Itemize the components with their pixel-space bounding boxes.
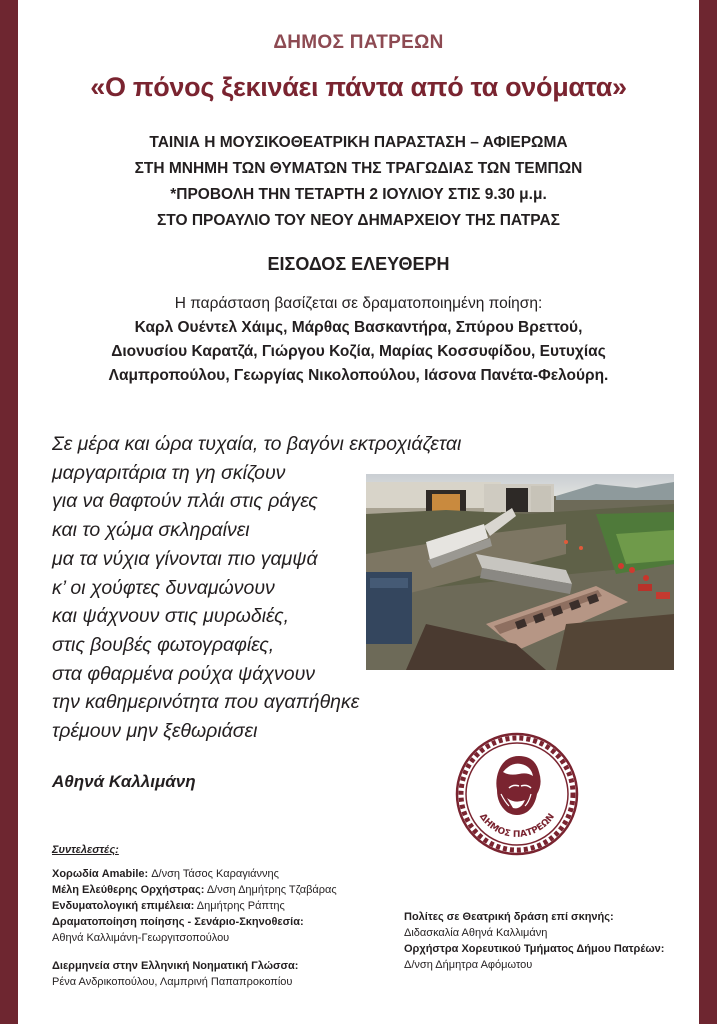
train-wreck-photo [366, 474, 674, 670]
event-line: *ΠΡΟΒΟΛΗ ΤΗΝ ΤΕΤΑΡΤΗ 2 ΙΟΥΛΙΟΥ ΣΤΙΣ 9.30 μ.μ. [170, 186, 547, 203]
poem-line: και ψάχνουν στις μυρωδιές, [52, 605, 289, 628]
credits-title: Συντελεστές: [52, 844, 119, 856]
poem-line: Σε μέρα και ώρα τυχαία, το βαγόνι εκτροχιάζεται [52, 433, 462, 455]
credit-role: Χορωδία Amabile: [52, 868, 149, 880]
credit-row [52, 866, 412, 882]
free-entry-notice: ΕΙΣΟΔΟΣ ΕΛΕΥΘΕΡΗ [267, 254, 450, 274]
credit-value: Δ/νση Τάσος Καραγιάννης [148, 868, 279, 880]
event-details [0, 130, 717, 234]
credit-role: Ενδυματολογική επιμέλεια: [52, 900, 195, 912]
sign-language-names: Ρένα Ανδρικοπούλου, Λαμπρινή Παπαπροκοπίου [52, 976, 293, 988]
event-line: ΣΤΟ ΠΡΟΑΥΛΙΟ ΤΟΥ ΝΕΟΥ ΔΗΜΑΡΧΕΙΟΥ ΤΗΣ ΠΑΤΡΑΣ [157, 212, 560, 229]
credit-row [52, 898, 412, 914]
direction-names: Αθηνά Καλλιμάνη-Γεωργιτσοπούλου [52, 932, 230, 944]
poem-line: μα τα νύχια γίνονται πιο γαμψά [52, 547, 318, 570]
poem-line: για να θαφτούν πλάι στις ράγες [52, 490, 318, 513]
credit-row [52, 882, 412, 898]
orchestra-title: Ορχήστρα Χορευτικού Τμήματος Δήμου Πατρέων: [404, 943, 665, 955]
credits-section [52, 842, 412, 990]
organization-name: ΔΗΜΟΣ ΠΑΤΡΕΩΝ [273, 32, 444, 53]
poet-names-line: Λαμπροπούλου, Γεωργίας Νικολοπούλου, Ιάσονα Πανέτα-Φελούρη. [108, 367, 609, 384]
poem-line: και το χώμα σκληραίνει [52, 519, 250, 542]
orchestra-direction: Δ/νση Δήμητρα Αφόμωτου [404, 959, 533, 971]
poster-headline: «Ο πόνος ξεκινάει πάντα από τα ονόματα» [90, 72, 627, 102]
poem-line: στις βουβές φωτογραφίες, [52, 633, 275, 656]
poet-names-line: Διονυσίου Καρατζά, Γιώργου Κοζία, Μαρίας Κοσσυφίδου, Ευτυχίας [111, 343, 606, 360]
performers-section [404, 909, 704, 973]
credit-row [52, 914, 412, 930]
poem-line: τρέμουν μην ξεθωριάσει [52, 720, 258, 743]
event-line: ΤΑΙΝΙΑ Η ΜΟΥΣΙΚΟΘΕΑΤΡΙΚΗ ΠΑΡΑΣΤΑΣΗ – ΑΦΙΕΡΩΜΑ [149, 134, 568, 151]
sign-language-title: Διερμηνεία στην Ελληνική Νοηματική Γλώσσα: [52, 960, 299, 972]
credit-role: Μέλη Ελεύθερης Ορχήστρας: [52, 884, 205, 896]
performers-teaching: Διδασκαλία Αθηνά Καλλιμάνη [404, 927, 548, 939]
basis-intro: Η παράσταση βασίζεται σε δραματοποιημένη ποίηση: [174, 295, 543, 312]
poem-line: την καθημερινότητα που αγαπήθηκε [52, 691, 360, 714]
poem-line: κ’ οι χούφτες δυναμώνουν [52, 576, 275, 599]
credit-role: Δραματοποίηση ποίησης - Σενάριο-Σκηνοθεσία: [52, 916, 304, 928]
event-line: ΣΤΗ ΜΝΗΜΗ ΤΩΝ ΘΥΜΑΤΩΝ ΤΗΣ ΤΡΑΓΩΔΙΑΣ ΤΩΝ ΤΕΜΠΩΝ [134, 160, 583, 177]
performers-title: Πολίτες σε Θεατρική δράση επί σκηνής: [404, 911, 614, 923]
poet-names-line: Καρλ Ουέντελ Χάιμς, Μάρθας Βασκαντήρα, Σπύρου Βρεττού, [134, 319, 583, 336]
poem-line: μαργαριτάρια τη γη σκίζουν [52, 461, 286, 484]
municipality-seal-logo [455, 732, 579, 856]
logo-label: ΔΗΜΟΣ ΠΑΤΡΕΩΝ [477, 812, 557, 840]
credit-value: Δημήτρης Ράπτης [194, 900, 285, 912]
credit-value: Δ/νση Δημήτρης Τζαβάρας [204, 884, 337, 896]
poem-line: στα φθαρμένα ρούχα ψάχνουν [52, 662, 316, 685]
poem-author: Αθηνά Καλλιμάνη [52, 772, 196, 791]
poetry-basis [0, 292, 717, 388]
svg-text:ΔΗΜΟΣ ΠΑΤΡΕΩΝ [477, 812, 557, 840]
